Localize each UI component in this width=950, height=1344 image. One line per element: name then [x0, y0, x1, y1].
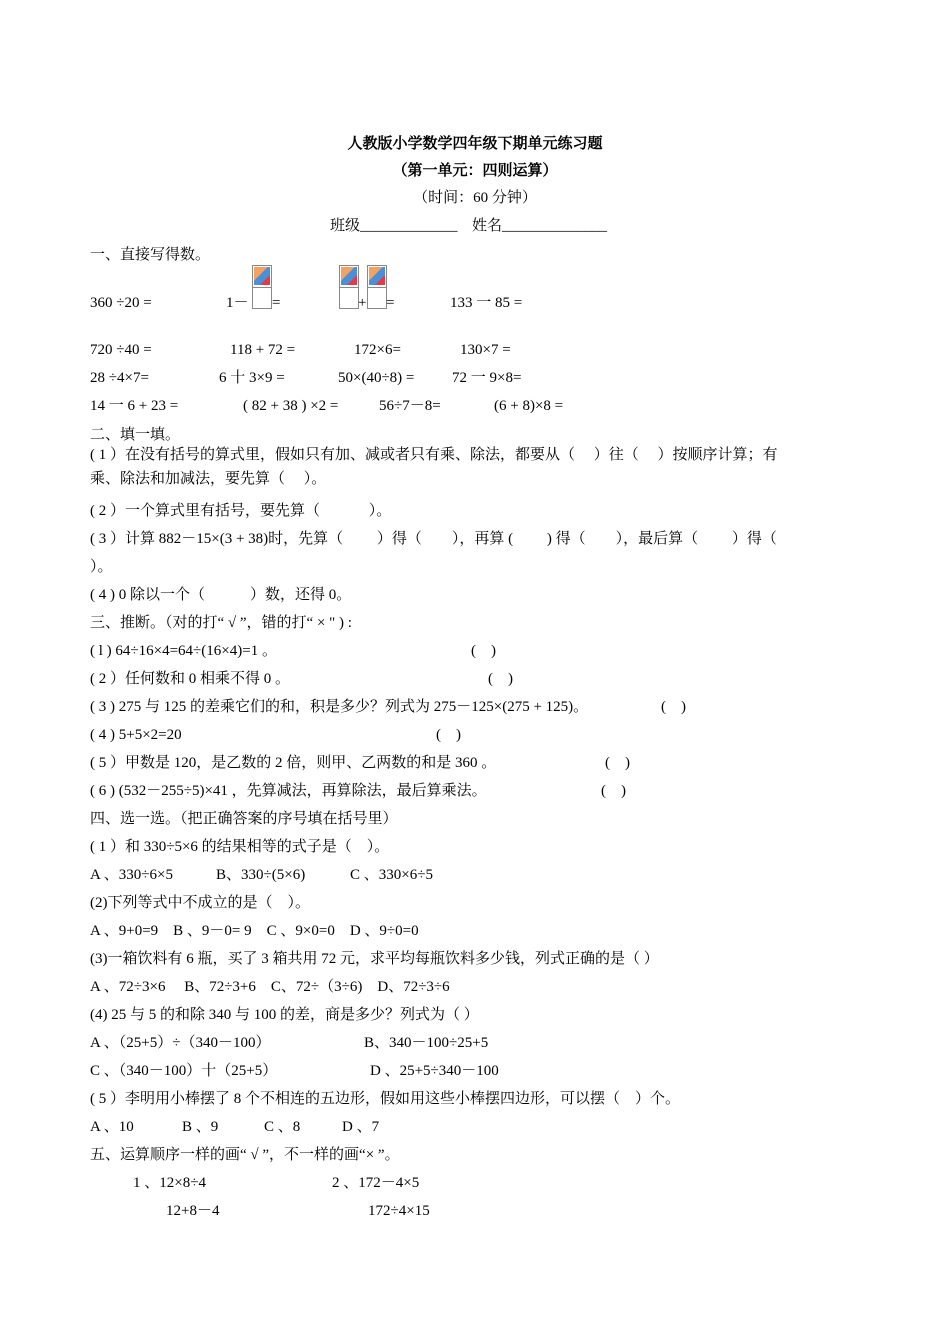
section1-heading: 一、直接写得数。	[90, 247, 211, 263]
question-text: ( 1 ）和 330÷5×6 的结果相等的式子是（ ）。	[90, 839, 390, 855]
fraction-bar	[253, 287, 271, 288]
calc-item: 720 ÷40 =	[90, 342, 152, 358]
judge-item: ( 6 ) (532－255÷5)×41 ，先算减法，再算除法，最后算乘法。	[90, 783, 487, 799]
class-field: 班级_____________	[330, 218, 458, 234]
calc-item: 133 一 85 =	[450, 295, 523, 311]
calc-item: (6 + 8)×8 =	[494, 398, 564, 414]
fraction-picture-icon	[341, 267, 357, 285]
calc-item: =	[272, 295, 281, 311]
question-text: ( 5 ）李明用小棒摆了 8 个不相连的五边形，假如用这些小棒摆四边形，可以摆（ ）个。	[90, 1091, 680, 1107]
order-item: 2 、172－4×5	[332, 1175, 420, 1191]
question-text: (2)下列等式中不成立的是（ ）。	[90, 895, 310, 911]
fraction-picture-icon	[369, 267, 385, 285]
fraction-image	[252, 265, 272, 309]
time-limit: （时间：60 分钟）	[413, 190, 537, 206]
option-d: D 、25+5÷340－100	[370, 1063, 499, 1079]
fraction-bar	[340, 287, 358, 288]
option-a: A 、（25+5）÷（340－100）	[90, 1035, 271, 1051]
option-b: B、330÷(5×6)	[216, 867, 306, 883]
calc-item: 360 ÷20 =	[90, 295, 152, 311]
section4-heading: 四、选一选。（把正确答案的序号填在括号里）	[90, 811, 398, 827]
name-field: 姓名______________	[472, 218, 608, 234]
option-c: C 、（340－100）十（25+5）	[90, 1063, 278, 1079]
calc-item: 172×6=	[354, 342, 401, 358]
fraction-picture-icon	[254, 267, 270, 285]
order-item: 1 、12×8÷4	[133, 1175, 206, 1191]
section3-heading: 三、推断。（对的打“ √ ”，错的打“ × " ) :	[90, 615, 352, 631]
options-line: A 、9+0=9 B 、9－0= 9 C 、9×0=0 D 、9÷0=0	[90, 923, 419, 939]
calc-item: 118 + 72 =	[230, 342, 296, 358]
order-item: 12+8－4	[166, 1203, 220, 1219]
question-text: (4) 25 与 5 的和除 340 与 100 的差，商是多少？列式为（ ）	[90, 1007, 479, 1023]
question-text: (3)一箱饮料有 6 瓶，买了 3 箱共用 72 元，求平均每瓶饮料多少钱，列式正确的是（ ）	[90, 951, 659, 967]
option-b: B 、9	[182, 1119, 219, 1135]
judge-item: ( 5 ）甲数是 120，是乙数的 2 倍，则甲、乙两数的和是 360 。	[90, 755, 497, 771]
calc-item: ( 82 + 38 ) ×2 =	[243, 398, 339, 414]
judge-item: ( l ) 64÷16×4=64÷(16×4)=1 。	[90, 643, 277, 659]
answer-bracket: ( )	[488, 671, 513, 687]
fraction-image	[339, 265, 359, 309]
page-subtitle: （第一单元：四则运算）	[392, 163, 558, 179]
answer-bracket: ( )	[601, 783, 626, 799]
judge-item: ( 3 ) 275 与 125 的差乘它们的和，积是多少？列式为 275－125×(275 + 125)。	[90, 699, 589, 715]
calc-item: 6 十 3×9 =	[219, 370, 285, 386]
calc-item: =	[386, 295, 395, 311]
page-title: 人教版小学数学四年级下期单元练习题	[347, 136, 603, 152]
section5-heading: 五、运算顺序一样的画“ √ ”，不一样的画“× ”。	[90, 1147, 400, 1163]
question-text: ( 1 ）在没有括号的算式里，假如只有加、减或者只有乘、除法，都要从（ ）往（ ）按顺序计算；有	[90, 447, 778, 463]
calc-item: 14 一 6 + 23 =	[90, 398, 179, 414]
option-c: C 、330×6÷5	[350, 867, 433, 883]
order-item: 172÷4×15	[368, 1203, 430, 1219]
answer-bracket: ( )	[661, 699, 686, 715]
question-text: 乘、除法和加减法，要先算（ ）。	[90, 471, 327, 487]
option-a: A 、330÷6×5	[90, 867, 173, 883]
question-text: ( 4 ) 0 除以一个（ ）数，还得 0。	[90, 587, 352, 603]
judge-item: ( 2 ）任何数和 0 相乘不得 0 。	[90, 671, 290, 687]
calc-item: 56÷7－8=	[379, 398, 441, 414]
fraction-image	[367, 265, 387, 309]
calc-item: 50×(40÷8) =	[338, 370, 415, 386]
calc-item: 1－	[226, 295, 249, 311]
calc-item: 28 ÷4×7=	[90, 370, 149, 386]
calc-item: 72 一 9×8=	[452, 370, 522, 386]
judge-item: ( 4 ) 5+5×2=20	[90, 727, 182, 743]
calc-item: +	[358, 295, 367, 311]
question-text: ( 2 ）一个算式里有括号，要先算（ ）。	[90, 503, 392, 519]
section2-heading: 二、填一填。	[90, 427, 181, 443]
option-c: C 、8	[264, 1119, 301, 1135]
option-b: B、340－100÷25+5	[364, 1035, 489, 1051]
option-d: D 、7	[342, 1119, 380, 1135]
fraction-bar	[368, 287, 386, 288]
options-line: A 、72÷3×6 B、72÷3+6 C、72÷（3÷6) D、72÷3÷6	[90, 979, 450, 995]
question-text: ）。	[90, 559, 113, 575]
answer-bracket: ( )	[605, 755, 630, 771]
answer-bracket: ( )	[471, 643, 496, 659]
calc-item: 130×7 =	[460, 342, 511, 358]
option-a: A 、10	[90, 1119, 134, 1135]
question-text: ( 3 ）计算 882－15×(3 + 38)时，先算（ ）得（ ），再算 ( ) 得（ ），最后算（ ）得（	[90, 531, 777, 547]
answer-bracket: ( )	[436, 727, 461, 743]
